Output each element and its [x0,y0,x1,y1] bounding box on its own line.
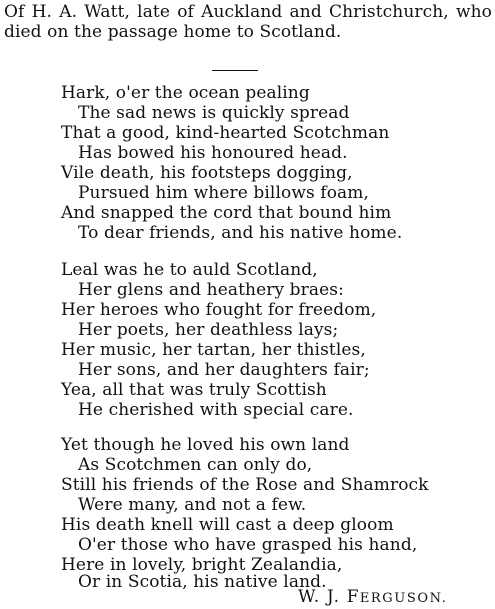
poem-line: Still his friends of the Rose and Shamrock [61,475,429,495]
poem-line: Or in Scotia, his native land. [78,572,327,592]
poem-line: O'er those who have grasped his hand, [78,535,418,555]
poem-line: Yea, all that was truly Scottish [61,380,327,400]
poem-line: Her glens and heathery braes: [78,280,344,300]
poem-line: Her music, her tartan, her thistles, [61,340,366,360]
poem-line: Her sons, and her daughters fair; [78,360,370,380]
poem-line: And snapped the cord that bound him [61,203,392,223]
signature-initials: W. J. F [298,587,360,607]
signature-surname-smallcaps: ERGUSON. [359,591,448,606]
poem-line: Pursued him where billows foam, [78,183,369,203]
poem-line: Yet though he loved his own land [61,435,350,455]
poem-line: His death knell will cast a deep gloom [61,515,394,535]
poem-line: That a good, kind-hearted Scotchman [61,123,390,143]
poem-line: He cherished with special care. [78,400,354,420]
poem-line: Were many, and not a few. [78,495,307,515]
separator-rule [212,70,258,71]
poem-dedication: Of H. A. Watt, late of Auckland and Christchurch, who died on the passage home to Scotland. [4,2,492,42]
poem-line: Has bowed his honoured head. [78,143,348,163]
poem-line: Hark, o'er the ocean pealing [61,83,310,103]
poem-line: Her heroes who fought for freedom, [61,300,377,320]
poem-line: Vile death, his footsteps dogging, [61,163,353,183]
poem-line: The sad news is quickly spread [78,103,350,123]
poem-line: Leal was he to auld Scotland, [61,260,318,280]
author-signature [298,587,447,609]
poem-line: Here in lovely, bright Zealandia, [61,555,343,575]
poem-line: Her poets, her deathless lays; [78,320,339,340]
poem-line: As Scotchmen can only do, [78,455,313,475]
poem-line: To dear friends, and his native home. [78,223,403,243]
